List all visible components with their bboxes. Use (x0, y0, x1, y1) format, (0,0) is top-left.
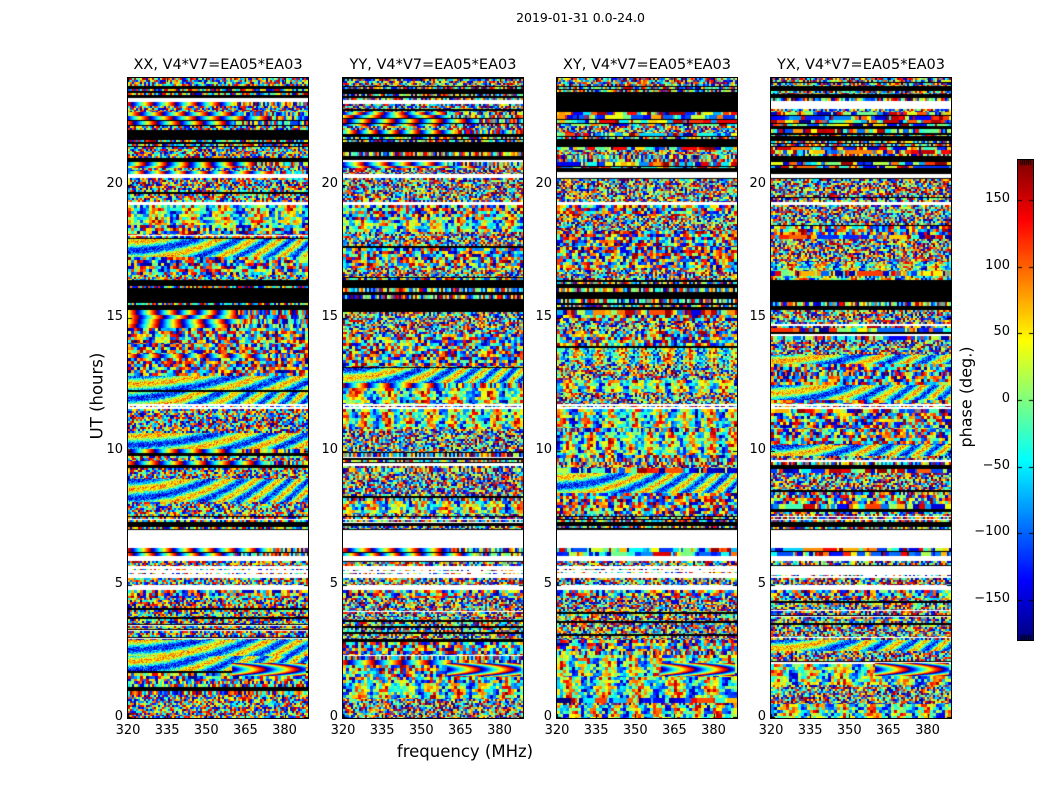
figure-title: 2019-01-31 0.0-24.0 (516, 10, 645, 25)
panel-title-yy: YY, V4*V7=EA05*EA03 (349, 57, 517, 73)
colorbar-tick-label: 100 (985, 257, 1010, 273)
colorbar-tick-label: 50 (993, 324, 1010, 340)
heatmap-panel-xx (127, 57, 309, 719)
heatmap-canvas-yx (771, 78, 951, 718)
colorbar-tick-label: 150 (985, 191, 1010, 206)
x-tick-label: 320 (758, 723, 784, 738)
colorbar-tick-label: −150 (974, 591, 1010, 606)
colorbar (1017, 159, 1034, 641)
y-tick-label: 15 (106, 309, 123, 324)
x-tick-label: 365 (875, 723, 901, 738)
y-tick-label: 0 (757, 709, 766, 724)
x-tick-label: 335 (154, 723, 180, 738)
colorbar-tick-label: −50 (982, 457, 1010, 473)
panel-title-yx: YX, V4*V7=EA05*EA03 (776, 57, 946, 73)
y-axis-label: UT (hours) (87, 352, 107, 440)
y-tick-label: 20 (535, 175, 552, 191)
x-tick-label: 365 (232, 723, 258, 738)
y-tick-label: 10 (535, 442, 552, 458)
y-tick-label: 20 (321, 175, 338, 191)
y-tick-label: 5 (757, 575, 766, 591)
heatmap-panel-yx (770, 57, 952, 719)
colorbar-label: phase (deg.) (956, 346, 976, 448)
x-tick-label: 380 (915, 723, 940, 738)
x-tick-label: 380 (272, 723, 297, 738)
x-tick-label: 335 (797, 723, 823, 738)
heatmap-panel-yy (342, 57, 524, 719)
y-tick-label: 0 (114, 709, 123, 724)
colorbar-tick-label: 0 (1001, 391, 1010, 406)
y-tick-label: 5 (114, 575, 123, 591)
y-tick-label: 20 (106, 175, 123, 191)
y-tick-label: 10 (106, 442, 123, 458)
y-tick-label: 10 (321, 442, 338, 458)
x-tick-label: 335 (369, 723, 395, 738)
panel-title-xy: XY, V4*V7=EA05*EA03 (562, 57, 732, 73)
x-axis-label: frequency (MHz) (396, 742, 534, 761)
x-tick-label: 380 (701, 723, 726, 738)
y-tick-label: 15 (749, 309, 766, 324)
y-tick-label: 15 (321, 309, 338, 324)
y-tick-label: 0 (543, 709, 552, 724)
x-tick-label: 365 (661, 723, 687, 738)
y-tick-label: 0 (329, 709, 338, 724)
x-tick-label: 380 (487, 723, 512, 738)
heatmap-canvas-yy (343, 78, 523, 718)
panel-title-xx: XX, V4*V7=EA05*EA03 (133, 57, 303, 73)
x-tick-label: 350 (193, 723, 219, 738)
heatmap-canvas-xx (128, 78, 308, 718)
x-tick-label: 320 (330, 723, 356, 738)
heatmap-canvas-xy (557, 78, 737, 718)
y-tick-label: 20 (749, 175, 766, 191)
x-tick-label: 350 (836, 723, 862, 738)
x-tick-label: 365 (447, 723, 473, 738)
x-tick-label: 350 (622, 723, 648, 738)
y-tick-label: 15 (535, 309, 552, 324)
colorbar-canvas (1018, 160, 1033, 640)
x-tick-label: 320 (544, 723, 570, 738)
y-tick-label: 5 (543, 575, 552, 591)
y-tick-label: 5 (329, 575, 338, 591)
x-tick-label: 350 (408, 723, 434, 738)
x-tick-label: 335 (583, 723, 609, 738)
y-tick-label: 10 (749, 442, 766, 458)
heatmap-panel-xy (556, 57, 738, 719)
colorbar-tick-label: −100 (974, 524, 1010, 540)
x-tick-label: 320 (115, 723, 141, 738)
